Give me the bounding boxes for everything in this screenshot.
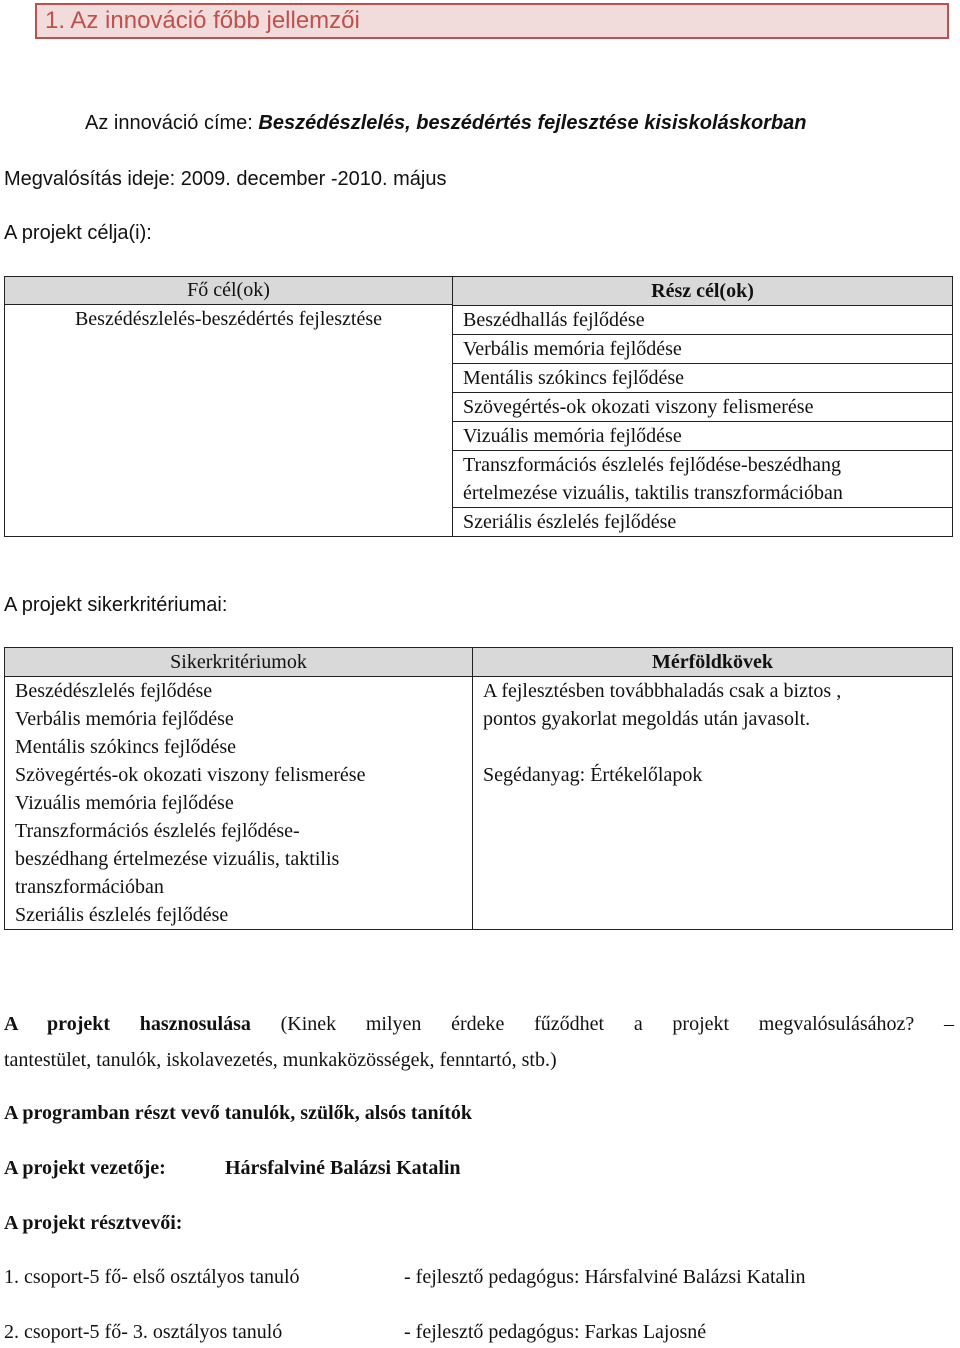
criteria-list bbox=[5, 677, 473, 930]
program-participants: A programban részt vevő tanulók, szülők, alsós tanítók bbox=[4, 1102, 473, 1124]
sub-goal-item: Beszédhallás fejlődése bbox=[453, 306, 953, 335]
sub-goal-item: Vizuális memória fejlődése bbox=[453, 422, 953, 451]
criteria-item: Szövegértés-ok okozati viszony felismerése bbox=[15, 764, 366, 786]
sub-goal-item: Verbális memória fejlődése bbox=[453, 335, 953, 364]
goals-table bbox=[4, 276, 953, 537]
sub-goal-item: Mentális szókincs fejlődése bbox=[453, 364, 953, 393]
criteria-header: Sikerkritériumok bbox=[5, 648, 473, 677]
sub-goal-item: Szeriális észlelés fejlődése bbox=[453, 508, 953, 537]
leader-name: Hársfalviné Balázsi Katalin bbox=[225, 1157, 461, 1179]
leader-label: A projekt vezetője: bbox=[4, 1157, 166, 1179]
milestone-line: A fejlesztésben továbbhaladás csak a biztos , bbox=[483, 680, 842, 702]
main-goals-header: Fő cél(ok) bbox=[5, 277, 452, 305]
main-goals-cell bbox=[5, 277, 453, 537]
criteria-item: transzformációban bbox=[15, 876, 164, 898]
sub-goal-item: Szövegértés-ok okozati viszony felismerése bbox=[453, 393, 953, 422]
criteria-item: Transzformációs észlelés fejlődése- bbox=[15, 820, 300, 842]
usage-label: A projekt hasznosulása bbox=[4, 1013, 251, 1035]
criteria-item: Mentális szókincs fejlődése bbox=[15, 736, 237, 758]
participant-group: 1. csoport-5 fő- első osztályos tanuló bbox=[4, 1266, 300, 1288]
innovation-title-value: Beszédészlelés, beszédértés fejlesztése kisiskoláskorban bbox=[258, 112, 807, 134]
support-material: Segédanyag: Értékelőlapok bbox=[483, 764, 703, 786]
sub-goals-header: Rész cél(ok) bbox=[453, 277, 953, 306]
criteria-item: Beszédészlelés fejlődése bbox=[15, 680, 213, 702]
participant-teacher: - fejlesztő pedagógus: Hársfalviné Balázsi Katalin bbox=[404, 1266, 806, 1288]
innovation-title-label: Az innováció címe: bbox=[85, 112, 259, 134]
milestone-line: pontos gyakorlat megoldás után javasolt. bbox=[483, 708, 811, 730]
criteria-item: Verbális memória fejlődése bbox=[15, 708, 234, 730]
participants-label: A projekt résztvevői: bbox=[4, 1212, 183, 1234]
criteria-item: Vizuális memória fejlődése bbox=[15, 792, 234, 814]
implementation-time: Megvalósítás ideje: 2009. december -2010. május bbox=[4, 168, 447, 190]
milestones-cell bbox=[473, 677, 953, 930]
participant-group: 2. csoport-5 fő- 3. osztályos tanuló bbox=[4, 1321, 283, 1343]
criteria-table bbox=[4, 647, 953, 930]
usage-line-2: tantestület, tanulók, iskolavezetés, munkaközösségek, fenntartó, stb.) bbox=[4, 1049, 557, 1071]
criteria-item: beszédhang értelmezése vizuális, taktilis bbox=[15, 848, 340, 870]
innovation-title-line bbox=[85, 112, 807, 135]
main-goal: Beszédészlelés-beszédértés fejlesztése bbox=[74, 308, 383, 330]
section-heading-box bbox=[35, 3, 949, 39]
milestones-header: Mérföldkövek bbox=[473, 648, 953, 677]
goals-label: A projekt célja(i): bbox=[4, 222, 152, 244]
criteria-label: A projekt sikerkritériumai: bbox=[4, 594, 228, 616]
participant-teacher: - fejlesztő pedagógus: Farkas Lajosné bbox=[404, 1321, 707, 1343]
sub-goal-item: Transzformációs észlelés fejlődése-beszédhang értelmezése vizuális, taktilis transzformációban bbox=[453, 451, 953, 508]
criteria-item: Szeriális észlelés fejlődése bbox=[15, 904, 229, 926]
usage-text: (Kinek milyen érdeke fűződhet a projekt megvalósulásához? – bbox=[250, 1013, 954, 1035]
usage-line-1 bbox=[4, 1013, 954, 1036]
section-heading: 1. Az innováció főbb jellemzői bbox=[45, 7, 360, 34]
